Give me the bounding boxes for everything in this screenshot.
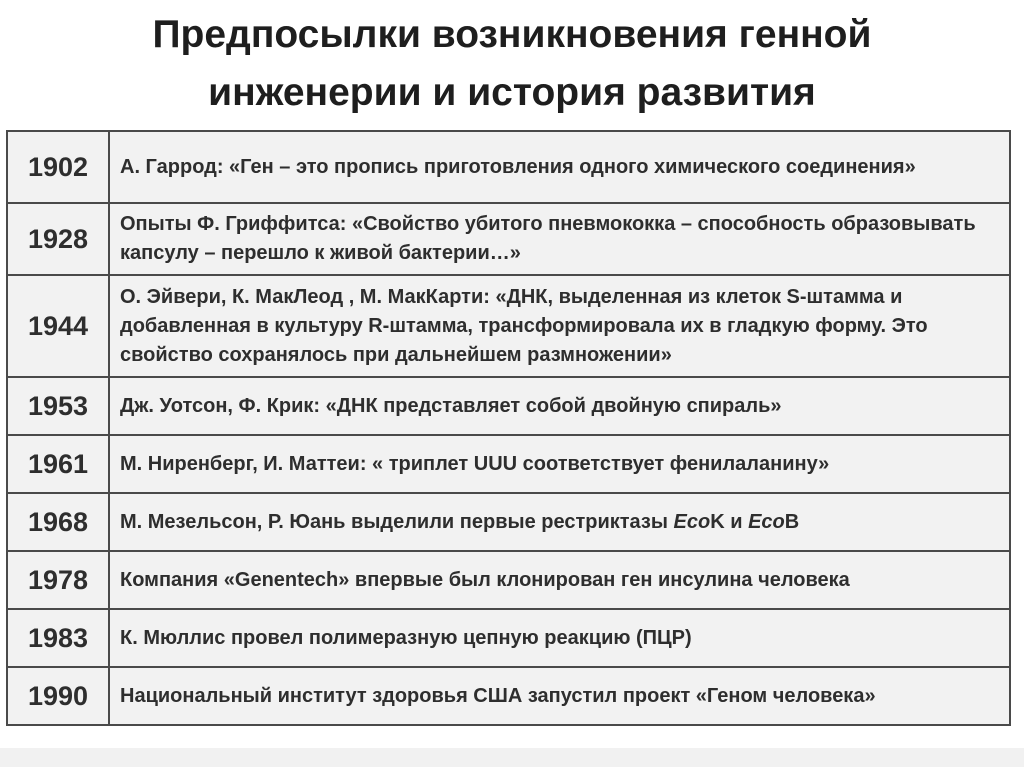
enzyme-prefix: Eco <box>748 510 785 533</box>
enzyme-prefix: Eco <box>673 510 711 533</box>
year-cell: 1902 <box>7 131 109 203</box>
event-cell: Компания «Genentech» впервые был клонирован ген инсулина человека <box>109 551 1010 609</box>
table-row <box>7 667 1010 725</box>
event-cell: О. Эйвери, К. МакЛеод , М. МакКарти: «ДНК, выделенная из клеток S-штамма и добавленная в культуру R-штамма, трансформировала их в гладкую форму. Это свойство сохранялось при дальнейшем размножении» <box>109 275 1010 377</box>
table-row <box>7 377 1010 435</box>
event-text: K и <box>710 510 749 533</box>
table-row <box>7 551 1010 609</box>
table-row <box>7 609 1010 667</box>
event-cell: Национальный институт здоровья США запустил проект «Геном человека» <box>109 667 1010 725</box>
event-text: B <box>784 510 800 533</box>
year-cell: 1968 <box>7 493 109 551</box>
year-cell: 1990 <box>7 667 109 725</box>
history-timeline-table <box>6 130 1011 726</box>
event-cell: А. Гаррод: «Ген – это пропись приготовления одного химического соединения» <box>109 131 1010 203</box>
year-cell: 1978 <box>7 551 109 609</box>
table-row <box>7 275 1010 377</box>
year-cell: 1961 <box>7 435 109 493</box>
table-row <box>7 493 1010 551</box>
event-cell: М. Ниренберг, И. Маттеи: « триплет UUU соответствует фенилаланину» <box>109 435 1010 493</box>
table-row <box>7 131 1010 203</box>
year-cell: 1983 <box>7 609 109 667</box>
table-row <box>7 203 1010 275</box>
title-line-2: инженерии и история развития <box>208 71 816 114</box>
event-cell: Дж. Уотсон, Ф. Крик: «ДНК представляет собой двойную спираль» <box>109 377 1010 435</box>
event-cell <box>109 493 1010 551</box>
event-cell: К. Мюллис провел полимеразную цепную реакцию (ПЦР) <box>109 609 1010 667</box>
title-line-1: Предпосылки возникновения генной <box>152 13 872 56</box>
footer-bar <box>0 748 1024 767</box>
year-cell: 1953 <box>7 377 109 435</box>
slide-title <box>0 6 1024 122</box>
year-cell: 1928 <box>7 203 109 275</box>
year-cell: 1944 <box>7 275 109 377</box>
event-text: М. Мезельсон, Р. Юань выделили первые рестриктазы <box>120 510 674 533</box>
table-row <box>7 435 1010 493</box>
event-cell: Опыты Ф. Гриффитса: «Свойство убитого пневмококка – способность образовывать капсулу – перешло к живой бактерии…» <box>109 203 1010 275</box>
